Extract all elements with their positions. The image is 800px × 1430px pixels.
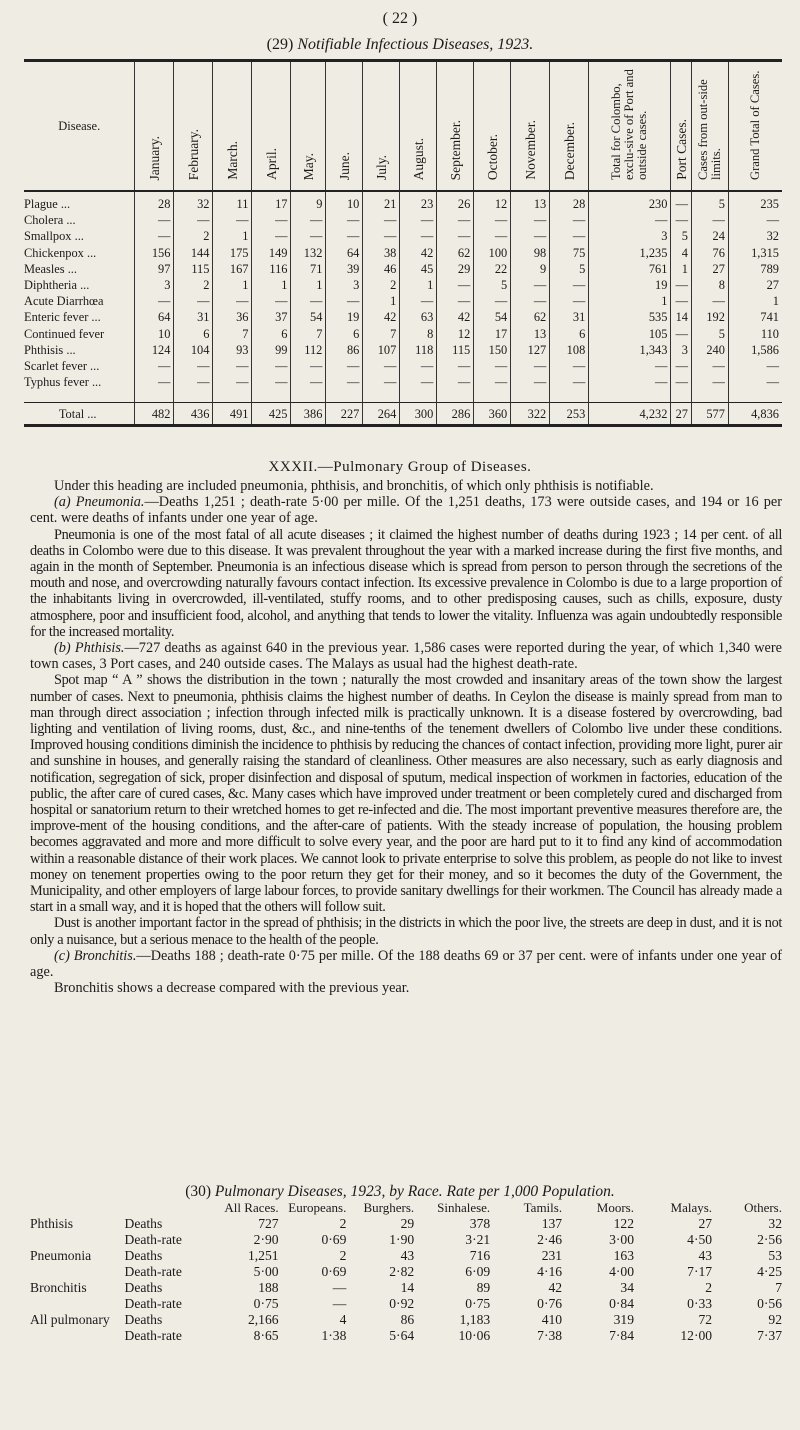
table-row: Plague ... 28 32 11 17 9 10 21 23 26 12 13 28 230 — 5 235 (24, 191, 782, 212)
header-outside-cases: Cases from out-side limits. (691, 61, 728, 192)
table-header-row (24, 61, 782, 192)
table-row: Enteric fever ... 64 31 36 37 54 19 42 63 42 54 62 31 535 14 192 741 (24, 309, 782, 325)
header-march: March. (213, 61, 252, 192)
header-january: January. (135, 61, 174, 192)
pneumonia-label: (a) Pneumonia. (54, 494, 145, 511)
table-row: Acute Diarrhœa — — — — — — 1 — — — — — 1 — — 1 (24, 293, 782, 309)
header-total-colombo: Total for Colombo, exclu-sive of Port and outside cases. (589, 61, 671, 192)
notifiable-diseases-table (24, 59, 782, 427)
table-row: Smallpox ... — 2 1 — — — — — — — — — 3 5 24 32 (24, 228, 782, 244)
table-row: Cholera ... — — — — — — — — — — — — — — — — (24, 212, 782, 228)
phthisis-paragraph-3: Dust is another important factor in the spread of phthisis; in the districts in which the poor live, the streets are deep in dust, and it is not only a nuisance, but a serious menace to the health of the people. (30, 915, 782, 948)
race-header: Moors. (596, 1200, 634, 1215)
intro-paragraph: Under this heading are included pneumonia, phthisis, and bronchitis, of which only phthisis is notifiable. (54, 478, 654, 494)
header-december: December. (550, 61, 589, 192)
header-september: September. (437, 61, 474, 192)
race-row: Death-rate 8·65 1·38 5·64 10·06 7·38 7·84 12·00 7·37 (124, 1328, 782, 1343)
table-row: Continued fever 10 6 7 6 7 6 7 8 12 17 13 6 105 — 5 110 (24, 326, 782, 342)
header-november: November. (511, 61, 550, 192)
table-spacer-row (24, 390, 782, 403)
header-june: June. (326, 61, 363, 192)
race-row: Death-rate 5·00 0·69 2·82 6·09 4·16 4·00 7·17 4·25 (124, 1264, 782, 1279)
table-30-number: (30) (185, 1183, 212, 1200)
table-row: Diphtheria ... 3 2 1 1 1 3 2 1 — 5 — — 19 — 8 27 (24, 277, 782, 293)
table-row: Typhus fever ... — — — — — — — — — — — — — — — — (24, 374, 782, 390)
race-header: All Races. (224, 1200, 279, 1215)
phthisis-paragraph-1: (b) Phthisis.—727 deaths as against 640 in the previous year. 1,586 cases were reported during the year, of which 1,340 were town cases, 3 Port cases, and 240 outside cases. The Malays as usual had the highest death-rate. (30, 640, 782, 673)
table-row: Scarlet fever ... — — — — — — — — — — — — — — — — (24, 358, 782, 374)
section-heading: XXXII.—Pulmonary Group of Diseases. (268, 459, 532, 475)
header-disease: Disease. (24, 61, 135, 192)
table-30-title-text: Pulmonary Diseases, 1923, by Race. Rate per 1,000 Population. (214, 1183, 615, 1200)
header-october: October. (474, 61, 511, 192)
pneumonia-paragraph-2: Pneumonia is one of the most fatal of all acute diseases ; it claimed the highest number of deaths during 1923 ; 14 per cent. of all deaths in Colombo were due to this disease. It was prevalent throughout the year with a marked increase during the first five months, and again in the month of September. Pneumonia is an infectious disease which is spread from person to person through the secretions of the mouth and nose, and overcrowding naturally favours contact infection. Its excessive prevalence in Colombo is due to a large proportion of the inhabitants living in overcrowded, ill-ventilated, stuffy rooms, and to other predisposing causes, such as chills, exposure, dusty atmosphere, poor and insufficient food, alcohol, and anything that tends to lower the vitality. Influenza was again undoubtedly responsible for the increased mortality. (30, 526, 782, 640)
bronchitis-label: (c) Bronchitis. (54, 947, 137, 964)
header-may: May. (291, 61, 326, 192)
race-header: Tamils. (523, 1200, 563, 1215)
race-table (30, 1200, 782, 1344)
race-header-row (30, 1200, 782, 1216)
race-header: Burghers. (363, 1200, 415, 1215)
header-august: August. (400, 61, 437, 192)
table-29-number: (29) (266, 36, 294, 53)
page-number: ( 22 ) (382, 10, 418, 27)
header-july: July. (363, 61, 400, 192)
header-april: April. (252, 61, 291, 192)
table-row: Chickenpox ... 156 144 175 149 132 64 38 42 62 100 98 75 1,235 4 76 1,315 (24, 245, 782, 261)
race-row: Bronchitis Deaths 188 — 14 89 42 34 2 7 (30, 1280, 782, 1295)
table-total-row: Total ... 482 436 491 425 386 227 264 300 286 360 322 253 4,232 27 577 4,836 (24, 403, 782, 426)
header-february: February. (174, 61, 213, 192)
bronchitis-paragraph-1: (c) Bronchitis.—Deaths 188 ; death-rate 0·75 per mille. Of the 188 deaths 69 or 37 per cent. were of infants under one year of age. (30, 947, 782, 981)
header-grand-total: Grand Total of Cases. (728, 61, 782, 192)
table-row: Phthisis ... 124 104 93 99 112 86 107 118 115 150 127 108 1,343 3 240 1,586 (24, 342, 782, 358)
pneumonia-paragraph-1: (a) Pneumonia.—Deaths 1,251 ; death-rate 5·00 per mille. Of the 1,251 deaths, 173 were outside cases, and 194 or 16 per cent. were deaths of infants under one year of age. (30, 494, 782, 527)
header-port-cases: Port Cases. (671, 61, 692, 192)
race-row: All pulmonary Deaths 2,166 4 86 1,183 410 319 72 92 (30, 1312, 782, 1327)
race-header: Europeans. (288, 1200, 347, 1215)
race-row: Pneumonia Deaths 1,251 2 43 716 231 163 43 53 (30, 1248, 782, 1263)
race-header: Sinhalese. (437, 1200, 491, 1215)
race-row: Phthisis Deaths 727 2 29 378 137 122 27 32 (30, 1216, 782, 1231)
table-30-title (0, 1183, 800, 1201)
table-row: Measles ... 97 115 167 116 71 39 46 45 29 22 9 5 761 1 27 789 (24, 261, 782, 277)
race-row: Death-rate 2·90 0·69 1·90 3·21 2·46 3·00 4·50 2·56 (124, 1232, 782, 1247)
phthisis-label: (b) Phthisis. (54, 640, 125, 657)
table-29-title (0, 36, 800, 54)
table-29-title-text: Notifiable Infectious Diseases, 1923. (297, 36, 534, 53)
phthisis-paragraph-2: Spot map “ A ” shows the distribution in the town ; naturally the most crowded and insanitary areas of the town show the largest number of cases. Next to pneumonia, phthisis claims the highest number of deaths. In Ceylon the disease is mainly spread from man to man through direct association ; infection through infected milk is practically unknown. It is a disease fostered by overcrowding, bad lighting and ventilation of living rooms, dust, &c., and nine-tenths of the tenement dwellers of Colombo live under these conditions. Improved housing conditions diminish the incidence to phthisis by reducing the chances of contact infection, providing more light, purer air and sunshine in houses, and generally raising the standard of cleanliness. Other measures are also necessary, such as early diagnosis and notification, segregation of sick, proper disinfection and disposal of sputum, medical inspection of workmen in factories, education of the public, the after care of cured cases, &c. Many cases which have improved under treatment or been completely cured and discharged from hospital or sanatorium return to their wretched homes to get re-infected and die. The most important preventive measures therefore are, the improve-ment of the housing conditions, and the after-care of patients. With the steady increase of population, the housing problem becomes aggravated and more and more difficult to solve every year, and the poor are hard put to it to find any kind of accommodation within a reasonable distance of their work places. We cannot look to private enterprise to solve this problem, as people do not like to invest money on tenement properties owing to the poor return they get for their money, and so it becomes the duty of the Government, the Municipality, and other employers of large labour forces, to provide sanitary dwellings for their workmen. The Council has already made a start in a small way, and it is hoped that the others will follow suit. (30, 672, 782, 916)
race-row: Death-rate 0·75 — 0·92 0·75 0·76 0·84 0·33 0·56 (124, 1296, 782, 1311)
race-header: Others. (744, 1200, 782, 1215)
race-header: Malays. (670, 1200, 713, 1215)
bronchitis-paragraph-2: Bronchitis shows a decrease compared with the previous year. (54, 980, 410, 997)
body-text (30, 478, 782, 997)
